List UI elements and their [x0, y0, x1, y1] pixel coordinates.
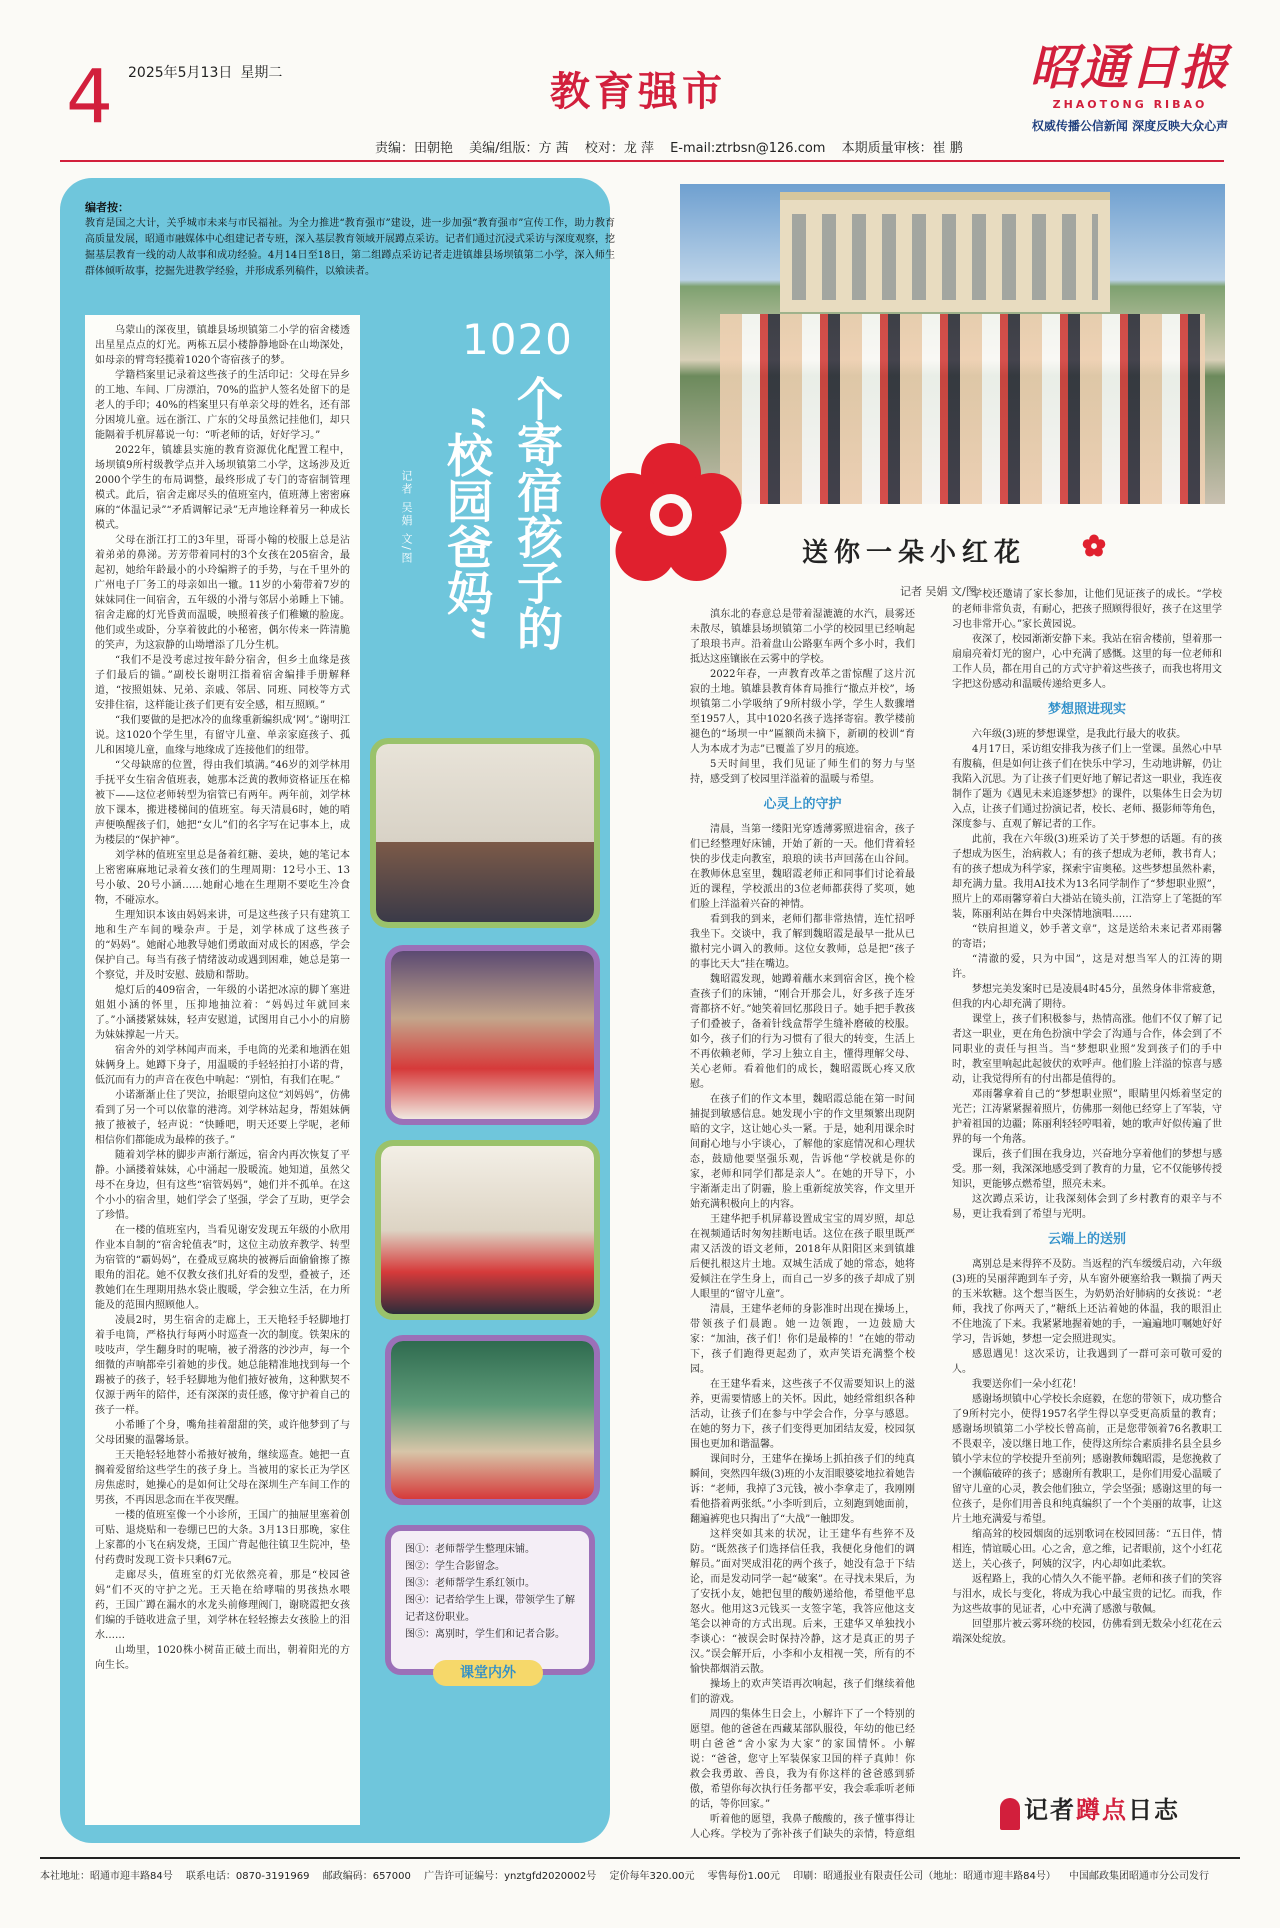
subheading: 云端上的送别	[1047, 1232, 1126, 1247]
small-flower-icon	[1082, 534, 1106, 558]
paragraph: 宿舍外的刘学林闻声而来，手电筒的光柔和地洒在姐妹俩身上。她蹲下身子，用温暖的手轻轻拍打小诺的背，低沉而有力的声音在夜色中响起：“别怕，有我们在呢。”	[95, 1045, 350, 1086]
photo-5	[680, 184, 1225, 504]
paragraph: 小希睡了个身，嘴角挂着甜甜的笑，或许他梦到了与父母团聚的温馨场景。	[95, 1420, 350, 1446]
photo-4	[385, 1335, 600, 1505]
paragraph: 父母在浙江打工的3年里，哥哥小翰的校服上总是沾着弟弟的鼻涕。芳芳带着同村的3个女孩在205宿舍，最起初，她给年龄最小的小玲编辫子的手势，与在千里外的广州电子厂务工的母亲如出一辙。11岁的小菊带着7岁的妹妹同住一间宿舍，五年级的小滑与邻居小弟睡上下铺。宿舍走廊的灯光昏黄而温暖，映照着孩子们稚嫩的脸庞。他们或坐或卧，分享着彼此的小秘密，偶尔传来一阵清脆的笑声，为这寂静的山坳增添了几分生机。	[95, 535, 350, 651]
paragraph: 夜深了，校园渐渐安静下来。我站在宿舍楼前，望着那一扇扇亮着灯光的窗户，心中充满了感慨。这里的每一位老师和工作人员，都在用自己的方式守护着这些孩子，而我也将用文字把这份感动和温暖传递给更多人。	[952, 634, 1222, 690]
paragraph: 学籍档案里记录着这些孩子的生活印记：父母在异乡的工地、车间、厂房漂泊，70%的监护人签名处留下的是老人的手印；40%的档案里只有单亲父母的姓名，还有部分困境儿童。远在浙江、广东的父母虽然记挂他们，却只能隔着手机屏幕说一句：“听老师的话，好好学习。”	[95, 370, 350, 441]
caption-item: 图③：老师帮学生系红领巾。	[405, 1578, 535, 1589]
photo-1	[370, 738, 600, 928]
paragraph: 刘学林的值班室里总是备着红糖、姜块，她的笔记本上密密麻麻地记录着女孩们的生理周期：12号小王、13号小敏、20号小涵……她耐心地在生理期不要吃生冷食物，不碰凉水。	[95, 850, 350, 906]
photo-1-image	[376, 744, 594, 922]
caption-item: 图②：学生合影留念。	[405, 1561, 505, 1572]
paragraph: 课间时分，王建华在操场上抓拍孩子们的纯真瞬间，突然四年级(3)班的小友泪眼婆娑地拉着她告诉：“老师，我掉了3元钱，被小李拿走了，我刚刚看他搭着两张纸。”小李听到后，立刻跑到她面前，翻遍裤兜也只掏出了“大战”一触即发。	[690, 1454, 915, 1525]
paragraph: 在王建华看来，这些孩子不仅需要知识上的滋养，更需要情感上的关怀。因此，她经常组织各种活动，让孩子们在参与中学会合作，分享与感恩。在她的努力下，孩子们变得更加团结友爱，校园氛围也更加和谐温馨。	[690, 1379, 915, 1450]
headline-number: 1020	[462, 315, 573, 364]
credit-email: E-mail:ztrbsn@126.com	[670, 141, 826, 156]
students-group	[720, 314, 1205, 504]
paragraph: 生理知识本该由妈妈来讲，可是这些孩子只有建筑工地和生产车间的噪杂声。于是，刘学林成了这些孩子的“妈妈”。她耐心地教导她们勇敢面对成长的困惑，学会保护自己。每当有孩子情绪波动或遇到困难，她总是第一个察觉，并及时安慰、鼓励和帮助。	[95, 910, 350, 981]
date-text: 2025年5月13日	[128, 65, 233, 81]
header-rule	[60, 160, 1224, 162]
footer-price-single: 零售每份1.00元	[707, 1871, 780, 1882]
school-building	[780, 192, 1110, 312]
paragraph: 随着刘学林的脚步声渐行渐远，宿舍内再次恢复了平静。小涵搂着妹妹，心中涌起一股暖流。她知道，虽然父母不在身边，但有这些“宿管妈妈”，她们并不孤单。在这个小小的宿舍里，她们学会了坚强，学会了互助，更学会了珍惜。	[95, 1150, 350, 1221]
page-number: 4	[66, 54, 114, 140]
reporter-figure-icon	[1000, 1798, 1020, 1830]
paragraph: 5天时间里，我们见证了师生们的努力与坚持，感受到了校园里洋溢着的温暖与希望。	[690, 759, 915, 785]
paragraph: “父母缺席的位置，得由我们填满。”46岁的刘学林用手抚平女生宿舍值班表，她那本泛黄的教师资格证压在棉被下——这位老师转型为宿管已有两年。两年前，刘学林放下课本，搬进楼梯间的值班室。每天清晨6时，她的哨声便唤醒孩子们，她把“女儿”们的名字写在记事本上，成为楼层的“保护神”。	[95, 760, 350, 846]
paragraph: 梦想完美发案时已是凌晨4时45分，虽然身体非常疲惫，但我的内心却充满了期待。	[952, 984, 1222, 1010]
credit-design: 美编/组版：方 茜	[469, 141, 569, 156]
paper-slogan: 权威传播公信新闻 深度反映大众心声	[1031, 119, 1229, 133]
paragraph: 乌蒙山的深夜里，镇雄县场坝镇第二小学的宿舍楼透出星星点点的灯光。两栋五层小楼静静地卧在山坳深处，如母亲的臂弯轻揽着1020个寄宿孩子的梦。	[95, 325, 350, 366]
paragraph: 4月17日，采访组安排我为孩子们上一堂课。虽然心中早有腹稿，但是如何让孩子们在快乐中学习，生动地讲解，仍让我陷入沉思。为了让孩子们更好地了解记者这一职业，我连夜制作了题为《遇见未来追逐梦想》的课件，以集体生日会为切入点，让孩子们通过扮演记者，校长、老师、摄影师等角色，深度参与、直观了解记者的工作。	[952, 744, 1222, 830]
page-footer	[40, 1867, 1240, 1882]
paragraph: 六年级(3)班的梦想课堂，是我此行最大的收获。	[972, 729, 1187, 740]
editor-note	[85, 200, 615, 280]
paper-name: 昭通日报	[1030, 40, 1231, 96]
paragraph: 凌晨2时，男生宿舍的走廊上，王天艳轻手轻脚地打着手电筒，严格执行每两小时巡查一次的制度。铁架床的吱吱声，学生翻身时的呢喃，被子滑落的沙沙声，每一个细微的声响都牵引着她的步伐。她总能精准地找到每一个踢被子的孩子，轻手轻脚地为他们掖好被角，这种默契不仅源于两年的陪伴，还有深深的责任感，像守护着自己的孩子一样。	[95, 1315, 350, 1416]
paragraph: 一楼的值班室像一个小诊所，王国广的抽屉里塞着创可贴、退烧贴和一卷绷已巴的大条。3月13日那晚，家住上家都的小飞在病发烧，王国广背起他往镇卫生院冲，垫付药费时发现工资卡只剩67元。	[95, 1510, 350, 1566]
paragraph: 2022年，镇雄县实施的教育资源优化配置工程中，场坝镇9所村级教学点并入场坝镇第二小学，这场涉及近2000个学生的布局调整，最终形成了专门的寄宿制管理模式。此后，宿舍走廊尽头的值班室内，值班薄上密密麻麻的“体温记录”“矛盾调解记录”无声地诠释着另一种成长模式。	[95, 445, 350, 531]
paragraph: 此前，我在六年级(3)班采访了关于梦想的话题。有的孩子想成为医生，治病救人；有的孩子想成为老师，教书育人；有的孩子想成为科学家，探索宇宙奥秘。这些梦想虽然朴素，却充满力量。我用AI技术为13名同学制作了“梦想职业照”，照片上的邓雨馨穿着白大褂站在镜头前，江浩穿上了笔挺的军装，陈丽利站在舞台中央深情地演唱……	[952, 834, 1222, 920]
paragraph: 2022年春，一声教育改革之雷惊醒了这片沉寂的土地。镇雄县教育体育局推行“撤点并校”，场坝镇第二小学吸纳了9所村级小学，学生人数骤增至1957人，其中1020名孩子选择寄宿。教学楼前褪色的“场坝一中”匾额尚未摘下，新刷的校训“育人为本成才为志”已覆盖了岁月的痕迹。	[690, 669, 915, 755]
paragraph: 离别总是来得猝不及防。当返程的汽车缓缓启动，六年级(3)班的吴丽萍跑到车子旁，从车窗外硬塞给我一颗揣了两天的玉米软糖。这个想当医生，为奶奶治好肺病的女孩说：“老师，我找了你两天了，”糖纸上还沾着她的体温，我的眼泪止不住地流了下来。我紧紧地握着她的手，一遍遍地叮嘱她好好学习，告诉她，梦想一定会照进现实。	[952, 1259, 1222, 1345]
right-headline: 送你一朵小红花	[802, 538, 1027, 568]
section-title: 教育强市	[550, 69, 726, 115]
caption-item: 图④：记者给学生上课，带领学生了解记者这份职业。	[405, 1595, 575, 1623]
photo-captions	[385, 1525, 595, 1675]
paragraph: 返程路上，我的心情久久不能平静。老师和孩子们的笑容与泪水，成长与变化，将成为我心中最宝贵的记忆。而我，作为这些故事的见证者，心中充满了感激与敬佩。	[952, 1574, 1222, 1615]
paragraph: 王建华把手机屏幕设置成宝宝的周岁照，却总在视频通话时匆匆挂断电话。这位在孩子眼里既严肃又活泼的语文老师，2018年从阳阳区来到镇雄后便扎根这片土地。双城生活成了她的常态，她将爱倾注在学生身上，而自己一岁多的孩子却成了别人眼里的“留守儿童”。	[690, 1214, 915, 1300]
paragraph: 课后，孩子们围在我身边，兴奋地分享着他们的梦想与感受。那一刻，我深深地感受到了教育的力量，它不仅能够传授知识，更能够点燃希望，照亮未来。	[952, 1149, 1222, 1190]
credit-proof: 校对：龙 萍	[584, 141, 654, 156]
right-article-col-1	[690, 607, 915, 1842]
paragraph: 这样突如其来的状况，让王建华有些猝不及防。“既然孩子们选择信任我，我便化身他们的调解员。”面对哭成泪花的两个孩子，她没有急于下结论，而是发动同学一起“破案”。在寻找未果后，为了安抚小友，她把包里的酸奶递给他，希望他平息怒火。他用这3元钱买一支签字笔，我答应他这支笔会以神奇的方式出现。后来，王建华又单独找小李谈心：“被误会时保持冷静，这才是真正的男子汉。”误会解开后，小李和小友相视一笑，所有的不愉快都烟消云散。	[690, 1529, 915, 1675]
credits-line	[375, 137, 975, 156]
headline-line-2: “校园爸妈”	[440, 405, 494, 642]
footer-postcode: 邮政编码：657000	[322, 1871, 411, 1882]
footer-printer: 印刷：昭通报业有限责任公司（地址：昭通市迎丰路84号）	[793, 1871, 1056, 1882]
credit-review: 本期质量审核：崔 鹏	[841, 141, 963, 156]
footer-address: 本社地址：昭通市迎丰路84号	[40, 1871, 173, 1882]
footer-ad-license: 广告许可证编号：ynztgfd2020002号	[424, 1871, 597, 1882]
paragraph: 回望那片被云雾环绕的校园，仿佛看到无数朵小红花在云端深处绽放。	[952, 1619, 1222, 1645]
left-byline: 记者 吴娟 文/图	[400, 470, 413, 565]
paragraph: “清澈的爱，只为中国”，这是对想当军人的江涛的期许。	[952, 954, 1222, 980]
column-tag	[1000, 1790, 1180, 1830]
caption-tag: 课堂内外	[433, 1660, 543, 1686]
paragraph: 走廊尽头，值班室的灯光依然亮着，那是“校园爸妈”们不灭的守护之光。王天艳在给哮喘的男孩热水喂药，王国广蹲在漏水的水龙头前修理阀门，谢晓霞把女孩们编的手链收进盒子里，刘学林在轻轻擦去女孩脸上的泪水……	[95, 1570, 350, 1641]
left-article-body	[85, 315, 360, 1825]
column-tag-suffix: 日志	[1128, 1796, 1180, 1824]
red-flower-icon	[596, 440, 746, 590]
paragraph: 在孩子们的作文本里，魏昭霞总能在第一时间捕捉到敏感信息。她发现小宇的作文里频繁出现阴暗的文字，这让她心头一紧。于是，她利用课余时间耐心地与小宇谈心，了解他的家庭情况和心理状态，鼓励他要坚强乐观，告诉他“学校就是你的家，老师和同学们都是亲人”。在她的开导下，小宇渐渐走出了阴霾，脸上重新绽放笑容，作文里开始充满积极向上的内容。	[690, 1094, 915, 1210]
paragraph: 王天艳轻轻地替小希掖好被角，继续巡查。她把一直搁着爱留给这些学生的孩子身上。当被用的家长正为学区房焦虑时，她操心的是如何让父母在深圳生产车间工作的男孩，不再因思念而在半夜哭醒。	[95, 1450, 350, 1506]
footer-distributor: 中国邮政集团昭通市分公司发行	[1069, 1871, 1210, 1882]
issue-date	[128, 62, 282, 82]
paragraph: 我要送你们一朵小红花！	[972, 1379, 1082, 1390]
paragraph: “我们不是没考虑过按年龄分宿舍，但乡土血缘是孩子们最后的锚。”副校长谢明江指着宿舍编排手册解释道，“按照姐妹、兄弟、亲戚、邻居、同班、同校等方式安排住宿，这样能让孩子们更有安全感，相互照顾。”	[95, 655, 350, 711]
paragraph: 山坳里，1020株小树苗正破土而出，朝着阳光的方向生长。	[95, 1645, 350, 1671]
masthead	[1030, 40, 1231, 134]
paragraph: 魏昭霞发现，她蹲着蘸水来到宿舍区，挽个检查孩子们的床铺，“刚合开那会儿，好多孩子连牙膏都挤不好。”她笑着回忆那段日子。她手把手教孩子们叠被子，备着针线盒帮学生缝补磨破的校服。如今，孩子们的行为习惯有了很大的转变，生活上不再依赖老师，学习上独立自主，懂得理解父母、关心老师。看着他们的成长，魏昭霞既心疼又欣慰。	[690, 974, 915, 1090]
photo-3-image	[381, 1146, 594, 1314]
footer-price-year: 定价每年320.00元	[609, 1871, 695, 1882]
page-header	[0, 0, 1280, 175]
credit-editor: 责编：田朝艳	[375, 141, 454, 156]
photo-2	[385, 945, 600, 1125]
paragraph: 听着他的愿望，我鼻子酸酸的，孩子懂事得让人心疼。学校为了弥补孩子们缺失的亲情，特意组	[690, 1814, 915, 1840]
footer-phone: 联系电话：0870-3191969	[185, 1871, 310, 1882]
caption-item: 图⑤：离别时，学生们和记者合影。	[405, 1629, 565, 1640]
paragraph: 看到我的到来，老师们都非常热情，连忙招呼我坐下。交谈中，我了解到魏昭霞是最早一批从已撤村完小调入的教师。这位女教师，总是把“孩子的事比天大”挂在嘴边。	[690, 914, 915, 970]
column-tag-text	[1024, 1796, 1180, 1824]
photo-2-image	[391, 951, 594, 1119]
paragraph: 邓雨馨拿着自己的“梦想职业照”，眼睛里闪烁着坚定的光芒；江涛紧紧握着照片，仿佛那一刻他已经穿上了军装，守护着祖国的边疆；陈丽利轻轻哼唱着，她的歌声好似传遍了世界的每一个角落。	[952, 1089, 1222, 1145]
paragraph: 清晨，当第一缕阳光穿透薄雾照进宿舍，孩子们已经整理好床铺，开始了新的一天。他们背着轻快的步伐走向教室，琅琅的读书声回荡在山谷间。在教师休息室里，魏昭霞老师正和同事们讨论着最近的课程，学校派出的3位老师都获得了奖项，她们脸上洋溢着兴奋的神情。	[690, 824, 915, 910]
editor-note-text: 教育是国之大计，关乎城市未来与市民福祉。为全力推进“教育强市”建设，进一步加强“教育强市”宣传工作，助力教育高质量发展，昭通市融媒体中心组建记者专班，深入基层教育领域开展蹲点采访。记者们通过沉浸式采访与深度观察，挖掘基层教育一线的动人故事和成功经验。4月14日至18日，第二组蹲点采访记者走进镇雄县场坝镇第二小学，深入师生群体倾听故事，挖掘先进教学经验，并形成系列稿件，以飨读者。	[85, 218, 615, 277]
paragraph: 操场上的欢声笑语再次响起，孩子们继续着他们的游戏。	[690, 1679, 915, 1705]
column-tag-prefix: 记者	[1024, 1796, 1076, 1824]
paragraph: 周四的集体生日会上，小解许下了一个特别的愿望。他的爸爸在西藏某部队服役，年幼的他已经明白爸爸“舍小家为大家”的家国情怀。小解说：“爸爸，您守上军装保家卫国的样子真帅！你救会我勇敢、善良，我为有你这样的爸爸感到骄傲，希望你每次执行任务都平安，我会乖乖听老师的话，等你回家。”	[690, 1709, 915, 1810]
paragraph: 这次蹲点采访，让我深刻体会到了乡村教育的艰辛与不易，更让我看到了希望与光明。	[952, 1194, 1222, 1220]
paragraph: 缩高耸的校园烟囱的远别歌词在校园回荡：“五日伴，情相连，情谊暖心田。心之舍，意之维，记者眼前，这个小红花送上，关心孩子，阿姨的汉字，内心却如此柔软。	[952, 1529, 1222, 1570]
paragraph: “我们要做的是把冰冷的血缘重新编织成‘网’。”谢明江说。这1020个学生里，有留守儿童、单亲家庭孩子、孤儿和困境儿童，血缘与地缘成了连接他们的纽带。	[95, 715, 350, 756]
editor-note-label: 编者按：	[85, 201, 129, 214]
paper-pinyin: ZHAOTONG RIBAO	[1052, 98, 1208, 111]
paragraph: 课堂上，孩子们积极参与，热情高涨。他们不仅了解了记者这一职业，更在角色扮演中学会了沟通与合作，体会到了不同职业的责任与担当。当“梦想职业照”发到孩子们的手中时，教室里响起此起彼伏的欢呼声。他们脸上洋溢的惊喜与感动，让我觉得所有的付出都是值得的。	[952, 1014, 1222, 1085]
paragraph: 感恩遇见！这次采访，让我遇到了一群可亲可敬可爱的人。	[952, 1349, 1222, 1375]
paragraph: 在一楼的值班室内，当看见谢安发现五年级的小欣用作业本自制的“宿舍轮值表”时，这位主动放弃教学、转型为宿管的“霸妈妈”，在叠成豆腐块的被褥后面偷偷擦了擦眼角的泪花。她不仅教女孩们扎好看的发型，叠被子，还教她们在生理期用热水袋止腹暖，学会独立生活，在力所能及的范围内照顾他人。	[95, 1225, 350, 1311]
weekday-text: 星期二	[240, 65, 283, 81]
photo-3	[375, 1140, 600, 1320]
headline-line-1: 个寄宿孩子的	[510, 375, 564, 651]
paragraph: 小诺渐渐止住了哭泣，抬眼望向这位“刘妈妈”，仿佛看到了另一个可以依靠的港湾。刘学林站起身，帮姐妹俩掖了掖被子，轻声说：“快睡吧，明天还要上学呢，老师相信你们都能成为最棒的孩子。”	[95, 1090, 350, 1146]
paragraph: 学校还邀请了家长参加，让他们见证孩子的成长。“学校的老师非常负责，有耐心，把孩子照顾得很好，孩子在这里学习也非常开心。”家长黄园说。	[952, 589, 1222, 630]
paragraph: “铁肩担道义，妙手著文章”，这是送给未来记者邓雨馨的寄语；	[952, 924, 1222, 950]
photo-4-image	[391, 1341, 594, 1499]
paragraph: 熄灯后的409宿舍，一年级的小诺把冰凉的脚丫塞进姐姐小涵的怀里，压抑地抽泣着：“妈妈过年就回来了。”小涵搂紧妹妹，轻声安慰道，试图用自己小小的肩膀为妹妹撑起一片天。	[95, 985, 350, 1041]
subheading: 梦想照进现实	[1047, 702, 1126, 717]
paragraph: 滇东北的春意总是带着湿漉漉的水汽，晨雾还未散尽，镇雄县场坝镇第二小学的校园里已经响起了琅琅书声。沿着盘山公路驱车两个多小时，我们抵达这座镶嵌在云雾中的学校。	[690, 609, 915, 665]
footer-rule	[40, 1857, 1240, 1859]
column-tag-emph: 蹲点	[1076, 1796, 1128, 1824]
right-article-col-2	[952, 587, 1222, 1822]
caption-item: 图①：老师帮学生整理床铺。	[405, 1544, 535, 1555]
subheading: 心灵上的守护	[763, 797, 842, 812]
paragraph: 清晨，王建华老师的身影准时出现在操场上，带领孩子们晨跑。她一边领跑，一边鼓励大家：“加油，孩子们！你们是最棒的！”在她的带动下，孩子们跑得更起劲了，欢声笑语充满整个校园。	[690, 1304, 915, 1375]
right-byline: 记者 吴娟 文/图	[900, 585, 977, 598]
paragraph: 感谢场坝镇中心学校长余庭毅，在您的带领下，成功整合了9所村完小，使得1957名学生得以享受更高质量的教育；感谢场坝镇第二小学校长曾高前，正是您带领着76名教职工不畏艰辛，凌以继日地工作，使得这所综合素质排名县全县乡镇小学末位的学校提升至前列；感谢教师魏昭霞，是您挽救了一个濒临破碎的孩子；感谢所有教职工，是你们用爱心温暖了留守儿童的心灵，教会他们独立，学会坚强；感谢这里的每一位孩子，是你们用善良和纯真编织了一个个美丽的故事，让这片土地充满爱与希望。	[952, 1394, 1222, 1525]
